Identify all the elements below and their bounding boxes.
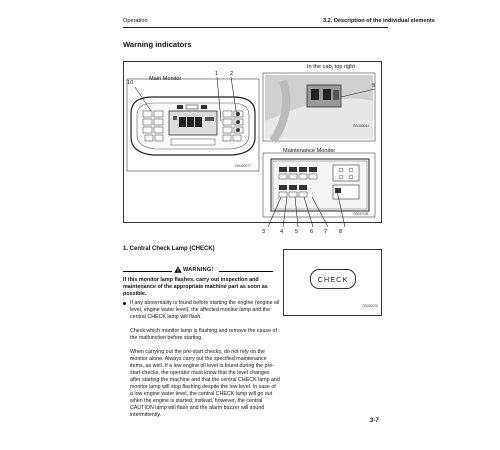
- figure-code-maintenance: GB030038: [353, 212, 369, 216]
- bullet-paragraph: If any abnormality is found before starting the engine (engine oil level, engine water level), the affected monitor lamp and the central CHECK lamp will flash.: [130, 300, 280, 320]
- header-section-left: Operation: [123, 18, 148, 24]
- main-monitor-label: Main Monitor: [149, 76, 182, 82]
- callout-5: 5: [295, 229, 299, 235]
- callout-10: 10: [127, 80, 134, 86]
- check-lamp-figure: [283, 249, 382, 316]
- callout-4: 4: [280, 229, 284, 235]
- warning-label: WARNING!: [183, 267, 214, 273]
- header-divider: [123, 27, 388, 28]
- callout-2: 2: [230, 71, 234, 77]
- figure-code-cab: GBO80044: [353, 124, 369, 128]
- figure-code-main: GBO80077: [235, 164, 251, 168]
- callout-9: 9: [372, 83, 376, 89]
- callout-3: 3: [262, 229, 266, 235]
- warning-header: [123, 267, 273, 275]
- paragraph-prestart: When carrying out the pre-start checks, do not rely on the monitor alone. Always carry out the specified maintenance items, as well. If a low engine oil level is found during the pre-start checks, the operator must know that the level changes after starting the machine and that the central CHECK lamp and monitor lamp will stop flashing despite the low level. In case of a low engine water level, the central CHECK lamp will go out when the engine is started; instead, however, the central CAUTION lamp will flash and the alarm buzzer will sound intermittently.: [130, 349, 280, 418]
- callout-7: 7: [324, 229, 328, 235]
- maintenance-monitor-label: Maintenance Monitor: [283, 148, 336, 154]
- section-title: Warning indicators: [123, 40, 192, 49]
- cab-location-label: In the cab, top right: [307, 64, 355, 70]
- check-lamp: CHECK: [310, 269, 356, 289]
- callout-1: 1: [215, 71, 219, 77]
- check-figure-code: GBO80078: [362, 304, 378, 308]
- warning-text: If this monitor lamp flashes, carry out inspection and maintenance of the appropriate machine part as soon as possible.: [123, 277, 268, 297]
- monitor-figure: [123, 61, 381, 236]
- warning-triangle-icon: [174, 266, 182, 273]
- header-section-right: 3.2. Description of the individual elements: [323, 18, 435, 24]
- callout-8: 8: [339, 229, 343, 235]
- page-number: 3-7: [370, 418, 379, 424]
- callout-6: 6: [310, 229, 314, 235]
- bullet-dot: [123, 302, 126, 305]
- item-caption: 1. Central Check Lamp (CHECK): [123, 246, 215, 252]
- paragraph-check: Check which monitor lamp is flashing and remove the cause of the malfunction before starting.: [130, 328, 277, 341]
